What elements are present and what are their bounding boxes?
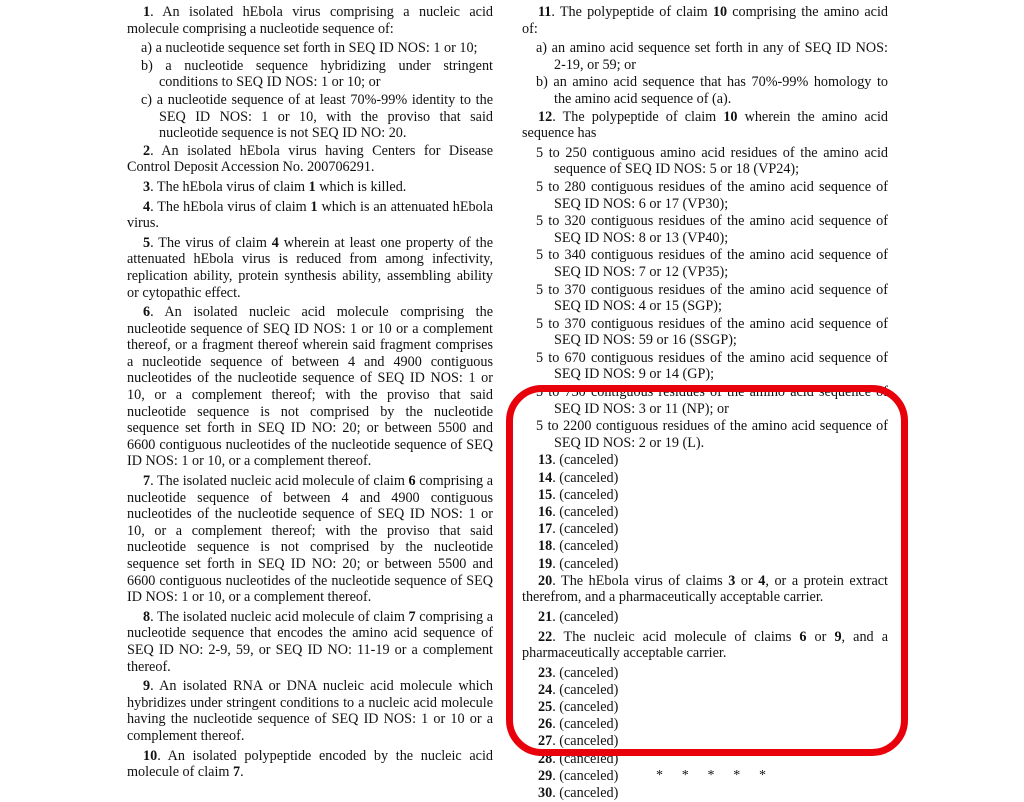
canceled-label: . (canceled)	[552, 785, 619, 802]
canceled-claim	[522, 487, 888, 504]
canceled-label: . (canceled)	[552, 538, 619, 555]
claim-1-b: b) a nucleotide sequence hybridizing under stringent conditions to SEQ ID NOS: 1 or 10; or	[141, 57, 493, 91]
claim-5: 5. The virus of claim 4 wherein at least one property of the attenuated hEbola virus is reduced from among infectivity, replication ability, protein synthesis ability, assembling ability or cytopathic effect.	[127, 234, 493, 301]
canceled-claim	[522, 716, 888, 733]
claim-number: 23	[538, 664, 553, 681]
claim-number: 30	[538, 785, 553, 802]
canceled-claim	[522, 785, 888, 802]
claim-9: 9. An isolated RNA or DNA nucleic acid molecule which hybridizes under stringent conditions to a nucleic acid molecule having the nucleotide sequence of SEQ ID NOS: 1 or 10 or a complement thereof.	[127, 678, 493, 744]
canceled-claim	[522, 470, 888, 487]
claim-number: 19	[538, 555, 553, 572]
claim-7: 7. The isolated nucleic acid molecule of claim 6 comprising a nucleotide sequence of between 4 and 4900 contiguous nucleotides of the nucleotide sequence of SEQ ID NOS: 1 or 10, or a complement thereof; with the proviso that said nucleotide sequence is not comprised by the nucleotide sequence set forth in SEQ ID NO: 20; or between 5500 and 6600 contiguous nucleotides of the nucleotide sequence of SEQ ID NOS: 1 or 10, or a complement thereof.	[127, 473, 493, 606]
canceled-claim	[522, 682, 888, 699]
canceled-claim	[522, 665, 888, 682]
claim-20: 20. The hEbola virus of claims 3 or 4, or a protein extract therefrom, and a pharmaceutically acceptable carrier.	[522, 572, 888, 606]
claim-21: 21. (canceled)	[538, 608, 619, 625]
claim-12-item: 5 to 340 contiguous residues of the amino acid sequence of SEQ ID NOS: 7 or 12 (VP35);	[536, 247, 888, 280]
claim-number: 25	[538, 699, 553, 716]
claim-8: 8. The isolated nucleic acid molecule of claim 7 comprising a nucleotide sequence that encodes the amino acid sequence of SEQ ID NO: 2-9, 59, or SEQ ID NO: 11-19 or a complement thereof.	[127, 608, 493, 675]
canceled-label: . (canceled)	[552, 733, 619, 750]
canceled-label: . (canceled)	[552, 699, 619, 716]
claim-number: 18	[538, 538, 553, 555]
left-column	[127, 4, 493, 784]
claim-12-item: 5 to 730 contiguous residues of the amino acid sequence of SEQ ID NOS: 3 or 11 (NP); or	[536, 384, 888, 417]
claim-number: 13	[538, 452, 553, 469]
claim-12-item: 5 to 670 contiguous residues of the amino acid sequence of SEQ ID NOS: 9 or 14 (GP);	[536, 349, 888, 383]
canceled-claim	[522, 733, 888, 750]
claim-22: 22. The nucleic acid molecule of claims 6 or 9, and a pharmaceutically acceptable carrier.	[522, 628, 888, 662]
canceled-label: . (canceled)	[552, 750, 619, 767]
claim-12-items	[522, 145, 888, 452]
claim-1-c: c) a nucleotide sequence of at least 70%-99% identity to the SEQ ID NOS: 1 or 10, with the proviso that said nucleotide sequence is not SEQ ID NO: 20.	[141, 91, 493, 142]
canceled-label: . (canceled)	[552, 716, 619, 733]
claim-number: 17	[538, 521, 553, 538]
claim-1: 1. An isolated hEbola virus comprising a nucleic acid molecule comprising a nucleotide sequence of:	[127, 4, 493, 37]
claim-number: 27	[538, 733, 553, 750]
canceled-label: . (canceled)	[552, 486, 619, 503]
claim-1-a: a) a nucleotide sequence set forth in SEQ ID NOS: 1 or 10;	[141, 40, 478, 57]
claim-4: 4. The hEbola virus of claim 1 which is an attenuated hEbola virus.	[127, 198, 493, 232]
claim-12: 12. The polypeptide of claim 10 wherein the amino acid sequence has	[522, 108, 888, 142]
claim-3: 3. The hEbola virus of claim 1 which is killed.	[143, 178, 407, 195]
claim-number: 14	[538, 469, 553, 486]
claim-12-item: 5 to 250 contiguous amino acid residues of the amino acid sequence of SEQ ID NOS: 5 or 18 (VP24);	[536, 144, 888, 178]
canceled-label: . (canceled)	[552, 521, 619, 538]
claim-number: 29	[538, 767, 553, 784]
claim-number: 16	[538, 504, 553, 520]
canceled-claim	[522, 538, 888, 555]
canceled-claim	[522, 699, 888, 716]
canceled-label: . (canceled)	[552, 452, 619, 469]
claim-11: 11. The polypeptide of claim 10 comprising the amino acid of:	[522, 4, 888, 37]
right-column	[522, 4, 888, 802]
claim-12-item: 5 to 370 contiguous residues of the amino acid sequence of SEQ ID NOS: 4 or 15 (SGP);	[536, 281, 888, 315]
end-of-document-marks	[656, 768, 766, 785]
asterisk-mark: *	[733, 768, 741, 783]
canceled-claim	[522, 751, 888, 768]
canceled-label: . (canceled)	[552, 664, 619, 681]
canceled-label: . (canceled)	[552, 469, 619, 486]
claim-12-item: 5 to 2200 contiguous residues of the amino acid sequence of SEQ ID NOS: 2 or 19 (L).	[536, 418, 888, 451]
canceled-claims-13-19	[522, 452, 888, 572]
canceled-claim	[522, 504, 888, 521]
canceled-claim	[522, 521, 888, 538]
claim-number: 24	[538, 681, 553, 698]
canceled-label: . (canceled)	[552, 555, 619, 572]
claim-10: 10. An isolated polypeptide encoded by the nucleic acid molecule of claim 7.	[127, 747, 493, 781]
claim-number: 28	[538, 750, 553, 767]
asterisk-mark: *	[759, 768, 766, 783]
claim-11-a: a) an amino acid sequence set forth in any of SEQ ID NOS: 2-19, or 59; or	[536, 40, 888, 73]
claim-12-item: 5 to 370 contiguous residues of the amino acid sequence of SEQ ID NOS: 59 or 16 (SSGP);	[536, 315, 888, 349]
claim-12-item: 5 to 320 contiguous residues of the amino acid sequence of SEQ ID NOS: 8 or 13 (VP40);	[536, 213, 888, 246]
claim-number: 26	[538, 716, 553, 733]
asterisk-mark: *	[681, 768, 689, 783]
canceled-label: . (canceled)	[552, 681, 619, 698]
canceled-label: . (canceled)	[552, 504, 619, 520]
claim-number: 15	[538, 486, 553, 503]
canceled-claim	[522, 452, 888, 469]
claim-2: 2. An isolated hEbola virus having Centers for Disease Control Deposit Accession No. 200706291.	[127, 142, 493, 176]
claim-12-item: 5 to 280 contiguous residues of the amino acid sequence of SEQ ID NOS: 6 or 17 (VP30);	[536, 178, 888, 212]
asterisk-mark: *	[707, 768, 715, 783]
asterisk-mark: *	[656, 768, 663, 783]
canceled-claim	[522, 556, 888, 573]
canceled-label: . (canceled)	[552, 767, 619, 784]
claim-6: 6. An isolated nucleic acid molecule comprising the nucleotide sequence of SEQ ID NOS: 1 or 10 or a complement thereof, or a fragment thereof wherein said fragment comprises a nucleotide sequence of between 4 and 4900 contiguous nucleotides of the nucleotide sequence of SEQ ID NOS: 1 or 10, or a complement thereof; with the proviso that said nucleotide sequence is not comprised by the nucleotide sequence set forth in SEQ ID NO: 20; or between 5500 and 6600 contiguous nucleotides of the nucleotide sequence of SEQ ID NOS: 1 or 10, or a complement thereof.	[127, 304, 493, 470]
claim-11-b: b) an amino acid sequence that has 70%-99% homology to the amino acid sequence of (a).	[536, 74, 888, 107]
